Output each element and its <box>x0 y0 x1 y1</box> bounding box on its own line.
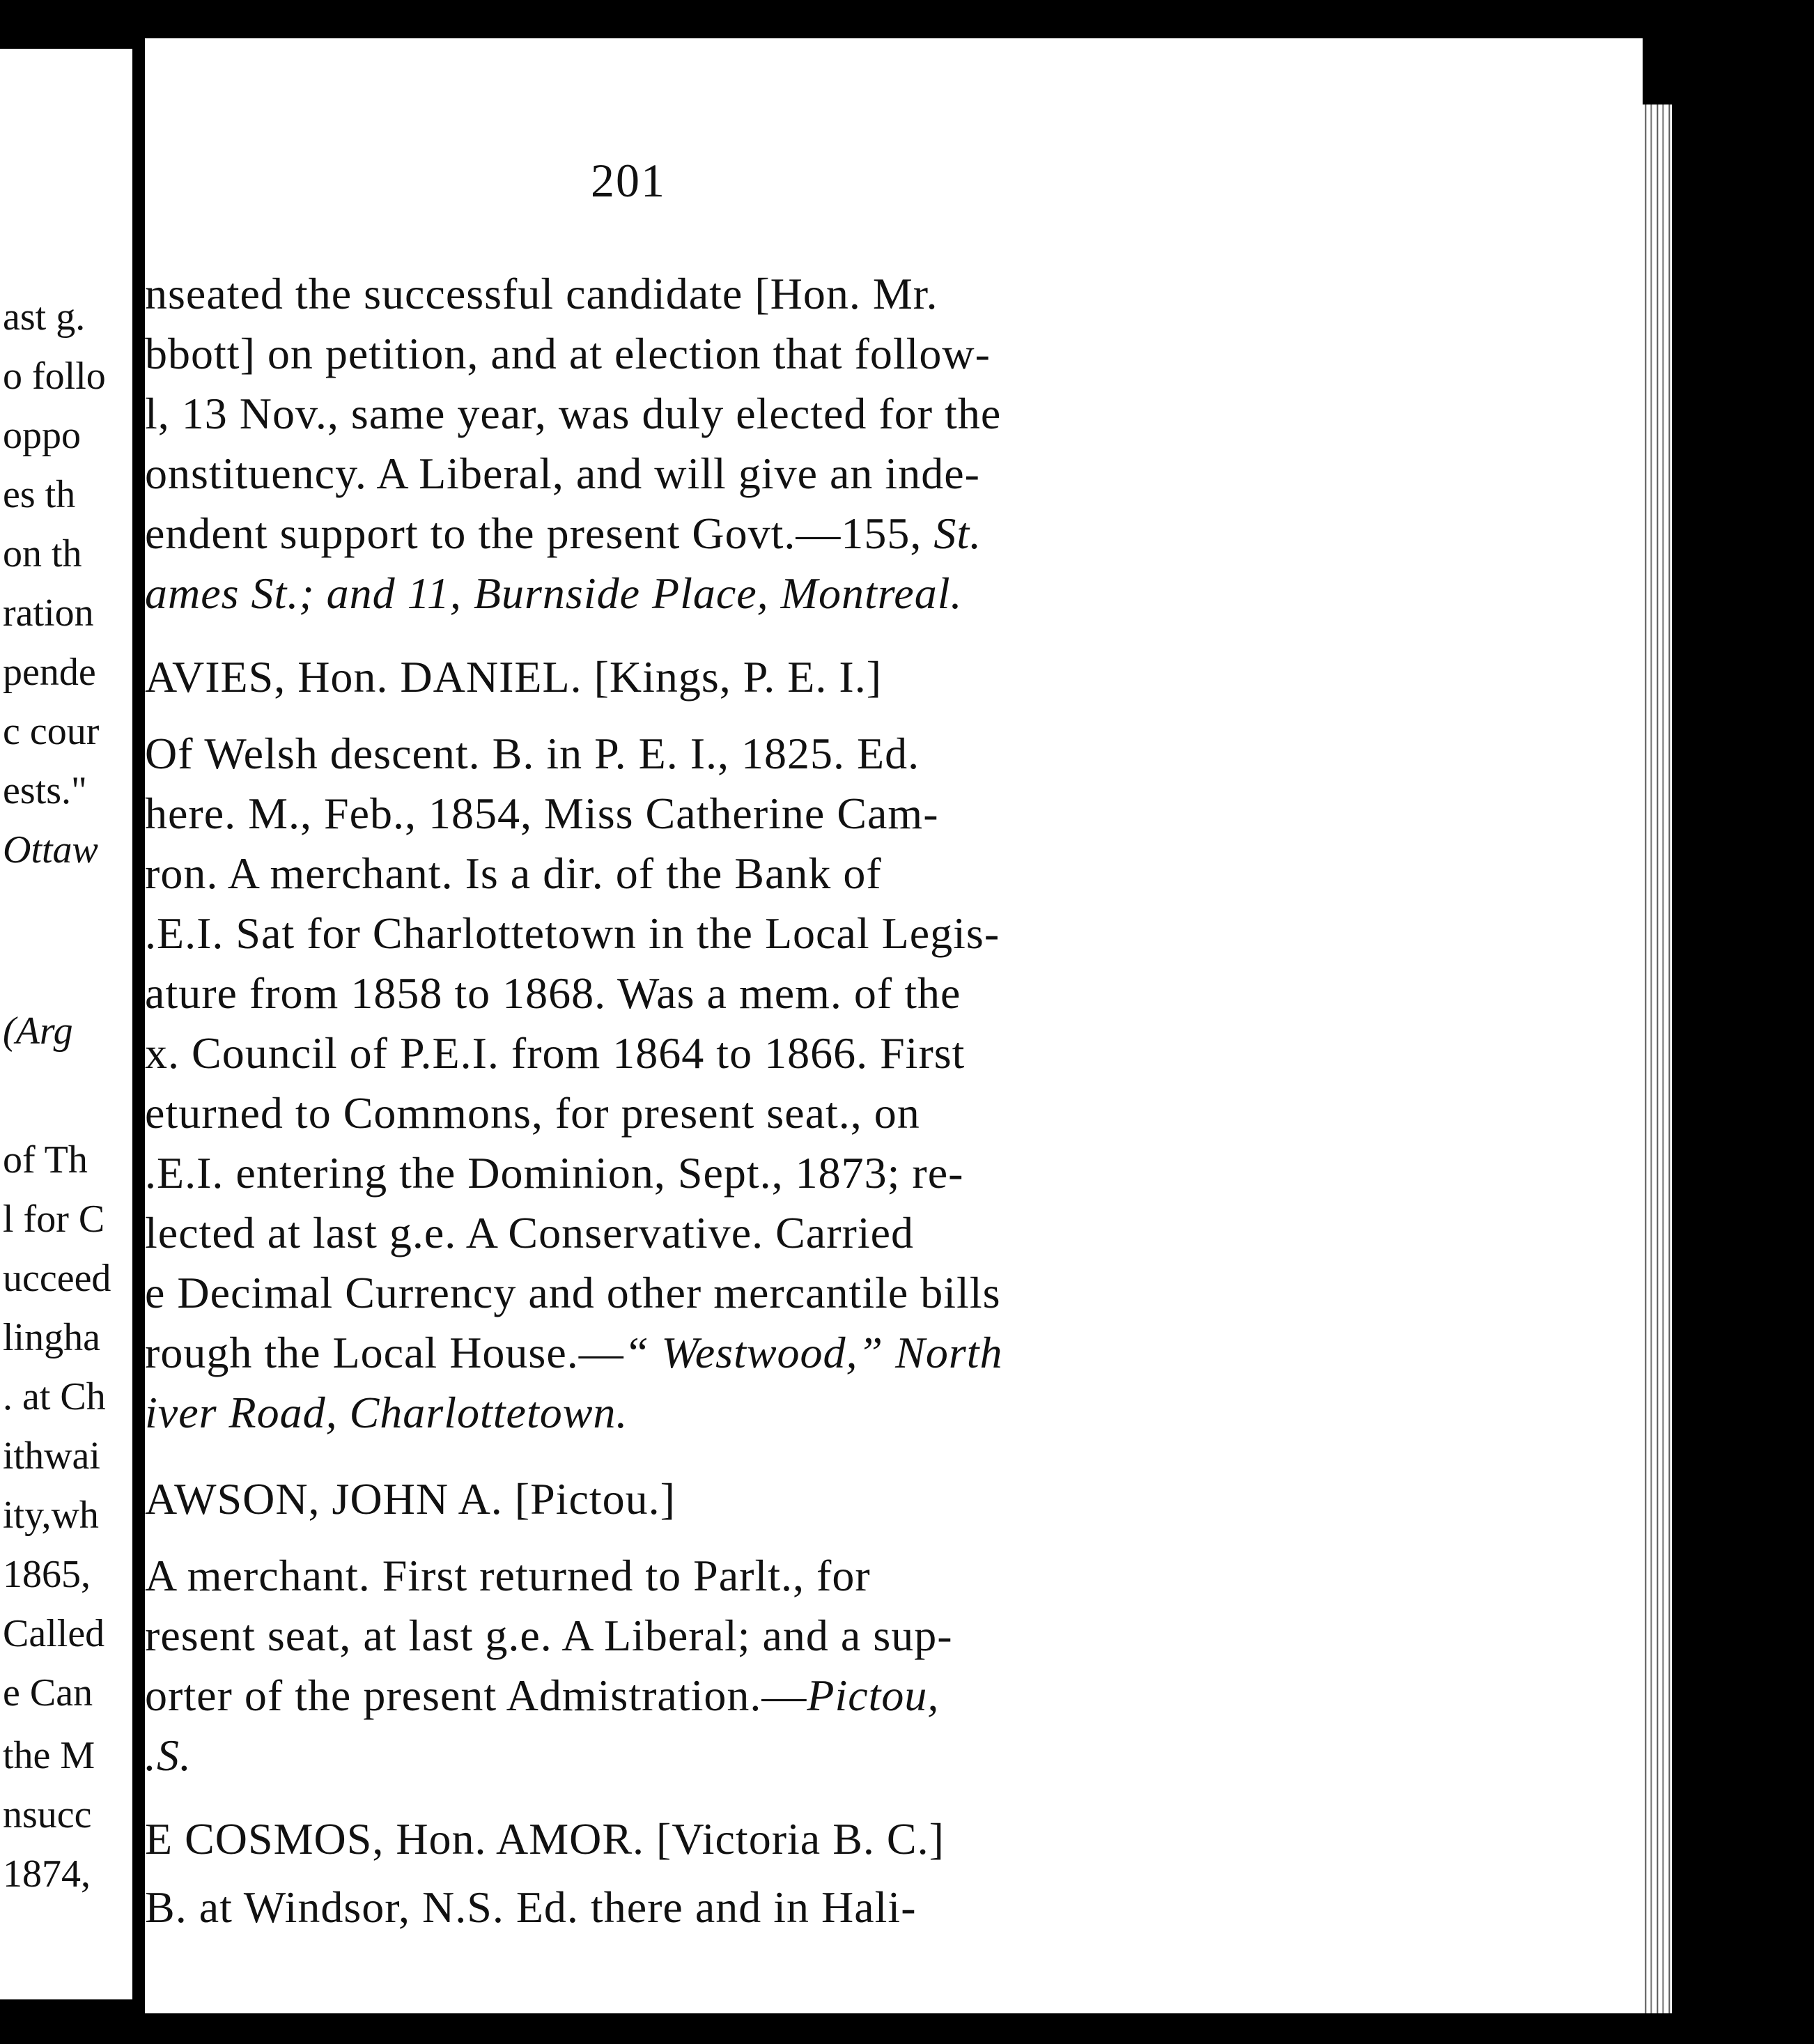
left-line: e Can <box>3 1671 93 1714</box>
text-line: nseated the successful candidate [Hon. Mr. <box>145 269 938 318</box>
left-line: the M <box>3 1734 95 1777</box>
left-line: ast g. <box>3 295 86 339</box>
text-italic: “ Westwood,” North <box>623 1328 1003 1377</box>
text-line: bbott] on petition, and at election that follow- <box>145 329 991 378</box>
text-italic: St. <box>933 509 982 558</box>
left-line: . at Ch <box>3 1375 106 1418</box>
left-line: oppo <box>3 414 81 457</box>
left-line: pende <box>3 651 96 694</box>
left-line: ity,wh <box>3 1494 99 1537</box>
left-page-fragment <box>0 49 132 1999</box>
text-line: rough the Local House.—“ Westwood,” North <box>145 1328 1003 1377</box>
text-line: endent support to the present Govt.—155, St. <box>145 509 982 558</box>
text-line: A merchant. First returned to Parlt., for <box>145 1551 871 1600</box>
left-line: ucceed <box>3 1257 111 1300</box>
left-line: 1865, <box>3 1553 91 1596</box>
text-line: l, 13 Nov., same year, was duly elected for the <box>145 389 1002 438</box>
left-line: l for C <box>3 1198 105 1241</box>
left-line: nsucc <box>3 1793 92 1836</box>
entry-heading-dawson: AWSON, JOHN A. [Pictou.] <box>145 1474 676 1524</box>
text-line: x. Council of P.E.I. from 1864 to 1866. First <box>145 1028 966 1078</box>
text-line: here. M., Feb., 1854, Miss Catherine Cam- <box>145 789 939 838</box>
text-line: .E.I. Sat for Charlottetown in the Local Legis- <box>145 908 1000 958</box>
left-line: Ottaw <box>3 828 98 872</box>
text-line: resent seat, at last g.e. A Liberal; and a sup- <box>145 1611 953 1660</box>
left-line: 1874, <box>3 1852 91 1896</box>
entry-heading-davies: AVIES, Hon. DANIEL. [Kings, P. E. I.] <box>145 652 882 702</box>
entry-heading-de-cosmos: E COSMOS, Hon. AMOR. [Victoria B. C.] <box>145 1814 945 1864</box>
text-line: .E.I. entering the Dominion, Sept., 1873; re- <box>145 1148 964 1198</box>
left-line: ests." <box>3 769 87 812</box>
text-line: ames St.; and 11, Burnside Place, Montreal. <box>145 568 963 618</box>
left-line: ration <box>3 591 94 635</box>
text-line: ature from 1858 to 1868. Was a mem. of the <box>145 968 961 1018</box>
text-line: .S. <box>145 1731 192 1780</box>
text-italic: Pictou, <box>807 1671 940 1720</box>
left-line: of Th <box>3 1138 88 1182</box>
left-line: lingha <box>3 1316 100 1359</box>
text-line: onstituency. A Liberal, and will give an inde- <box>145 449 980 498</box>
text-line: orter of the present Admistration.—Pictou, <box>145 1671 940 1720</box>
text-line: eturned to Commons, for present seat., on <box>145 1088 920 1138</box>
text-line: B. at Windsor, N.S. Ed. there and in Hali- <box>145 1882 917 1932</box>
text-line: e Decimal Currency and other mercantile bills <box>145 1268 1001 1317</box>
left-line: Called <box>3 1612 105 1655</box>
left-line: on th <box>3 532 82 575</box>
text-line: iver Road, Charlottetown. <box>145 1388 628 1437</box>
text-line: Of Welsh descent. B. in P. E. I., 1825. Ed. <box>145 729 920 778</box>
left-line: o follo <box>3 355 106 398</box>
left-line: es th <box>3 473 76 516</box>
page-number: 201 <box>591 154 666 207</box>
text-line: lected at last g.e. A Conservative. Carried <box>145 1208 914 1257</box>
left-line: ithwai <box>3 1434 100 1478</box>
right-page <box>145 38 1643 2013</box>
left-line: (Arg <box>3 1009 73 1053</box>
text-line: ron. A merchant. Is a dir. of the Bank of <box>145 849 882 898</box>
left-line: c cour <box>3 710 100 753</box>
